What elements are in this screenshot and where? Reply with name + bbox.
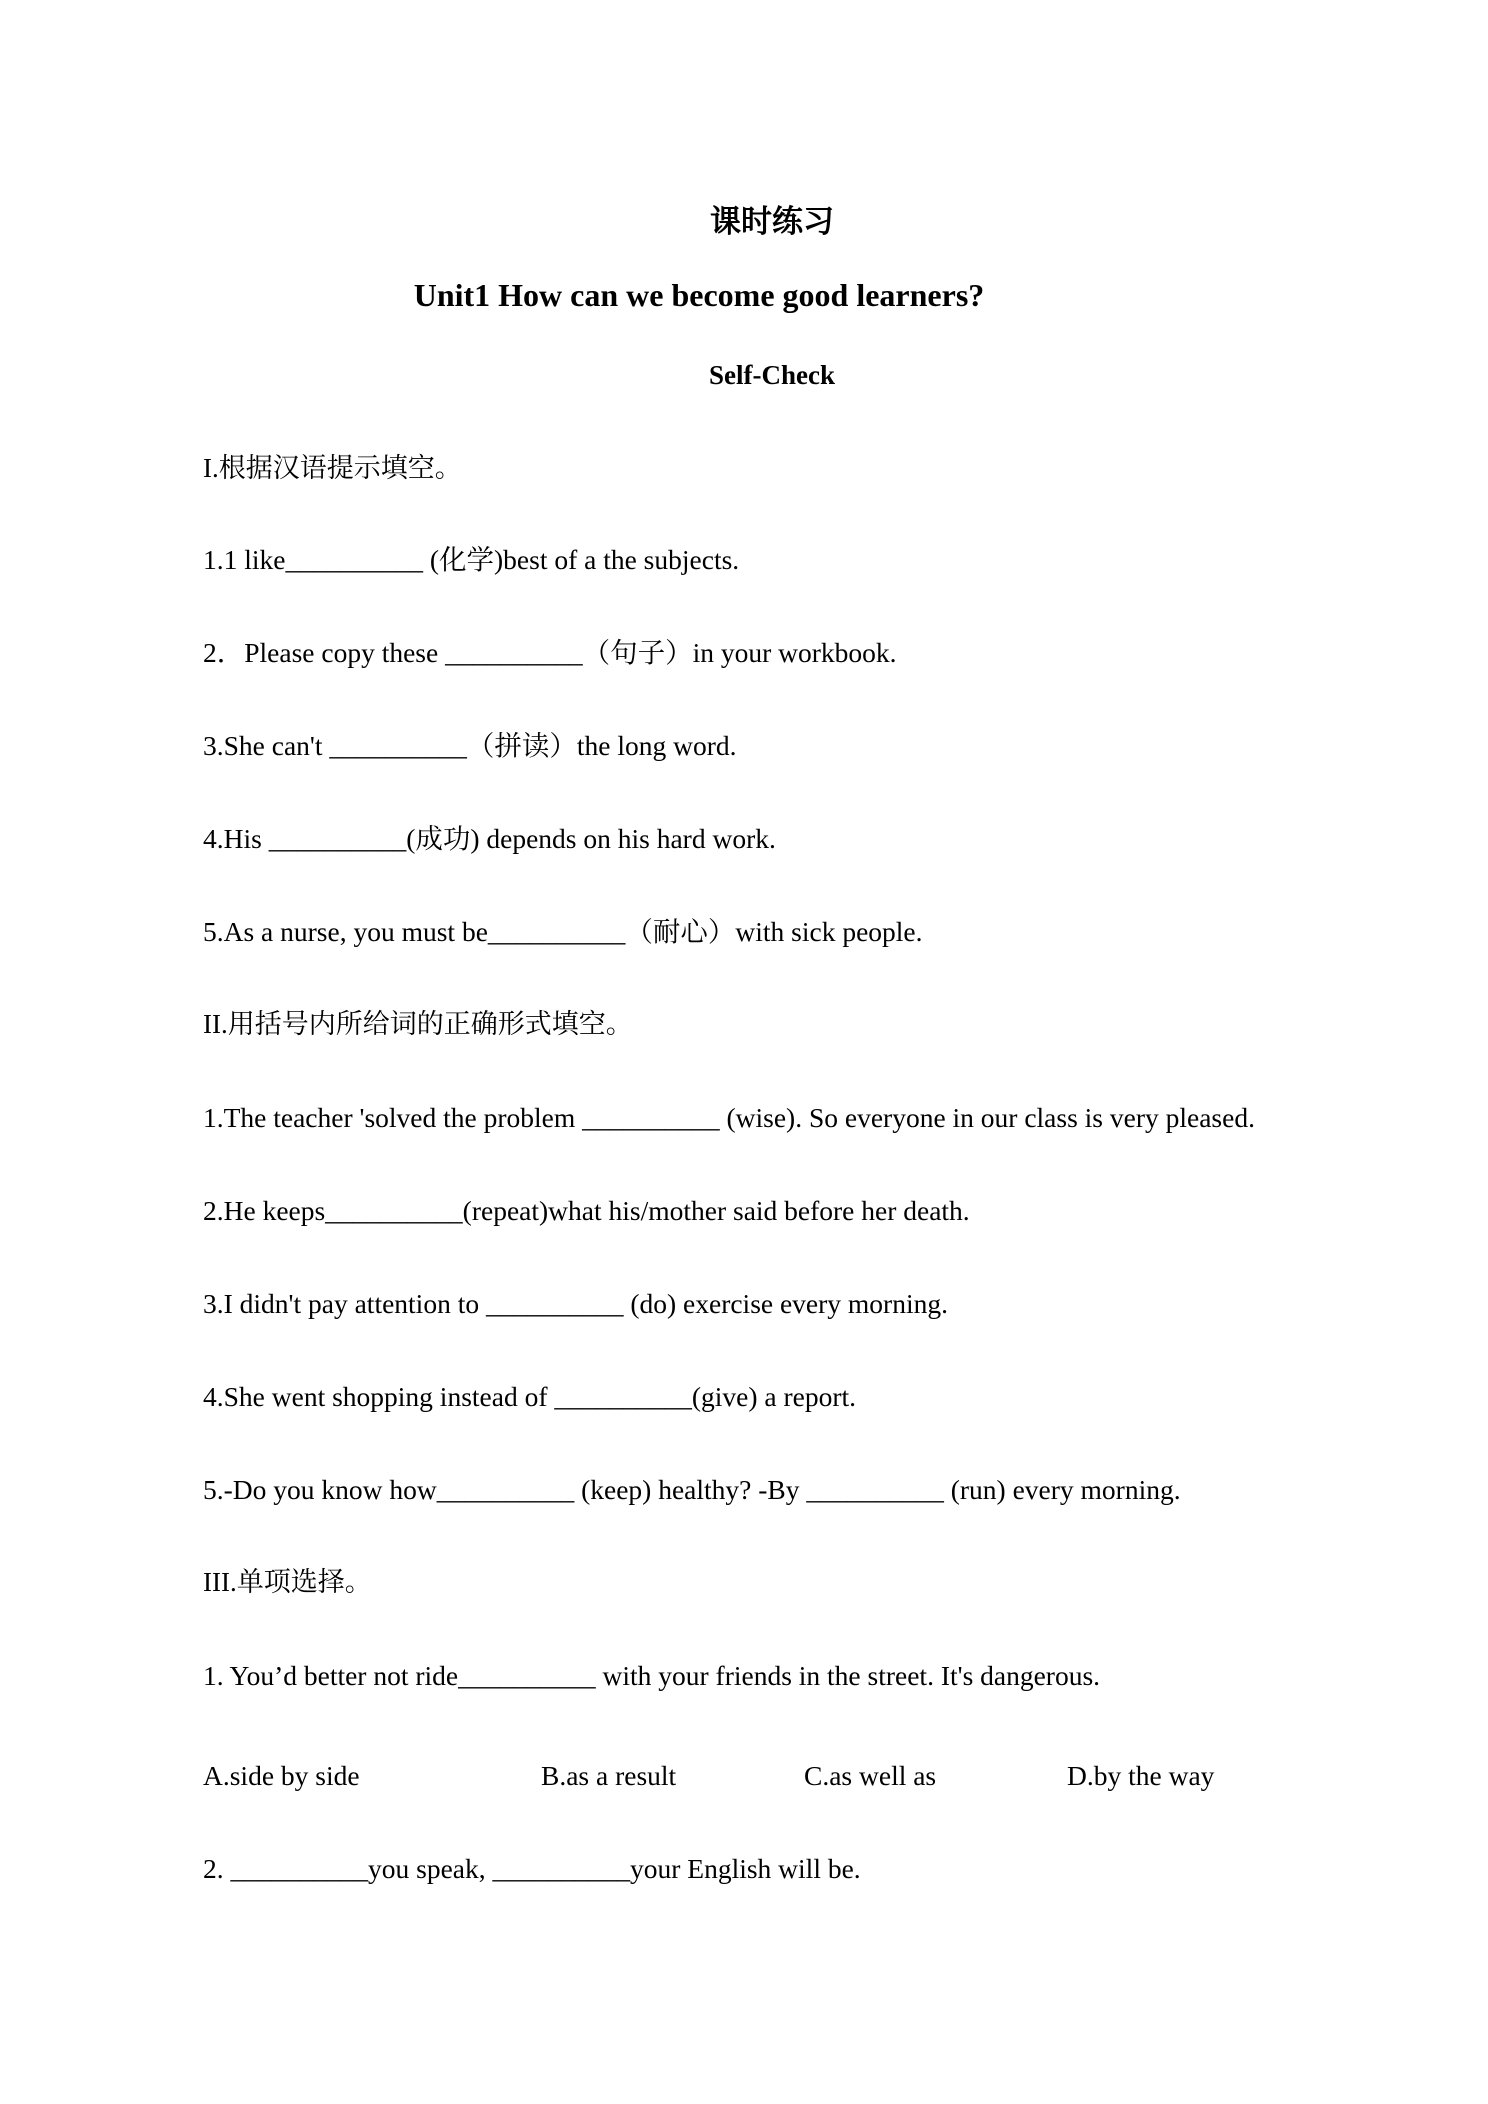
section-2-item-4: 4.She went shopping instead of __________(give) a report. [203,1381,857,1412]
option-d: D.by the way [1067,1760,1215,1791]
section-3-question-1: 1. You’d better not ride__________ with your friends in the street. It's dangerous. [203,1660,1101,1691]
section-2-item-5: 5.-Do you know how__________ (keep) healthy? -By __________ (run) every morning. [203,1474,1181,1505]
section-3-question-2: 2. __________you speak, __________your English will be. [203,1853,861,1884]
option-b: B.as a result [541,1760,677,1791]
option-a: A.side by side [203,1760,360,1791]
option-c: C.as well as [804,1760,937,1791]
section-2-heading: II.用括号内所给词的正确形式填空。 [203,1009,633,1039]
unit-title: Unit1 How can we become good learners? [413,277,985,313]
section-subtitle: Self-Check [709,360,835,390]
section-2-item-3: 3.I didn't pay attention to __________ (do) exercise every morning. [203,1288,948,1319]
section-3-heading: III.单项选择。 [203,1567,372,1597]
section-1-item-2: 2．Please copy these __________（句子）in your workbook. [203,637,897,668]
section-2-item-2: 2.He keeps__________(repeat)what his/mother said before her death. [203,1195,970,1226]
section-1-item-1: 1.1 like__________ (化学)best of a the subjects. [203,544,740,575]
page-title: 课时练习 [710,204,834,240]
question-1-options [203,1760,1403,1800]
section-1-item-4: 4.His __________(成功) depends on his hard work. [203,823,776,854]
section-2-item-1: 1.The teacher 'solved the problem __________ (wise). So everyone in our class is very pleased. [203,1102,1255,1133]
section-1-item-3: 3.She can't __________（拼读）the long word. [203,730,737,761]
section-1-heading: I.根据汉语提示填空。 [203,453,462,483]
section-1-item-5: 5.As a nurse, you must be__________（耐心）with sick people. [203,916,923,947]
